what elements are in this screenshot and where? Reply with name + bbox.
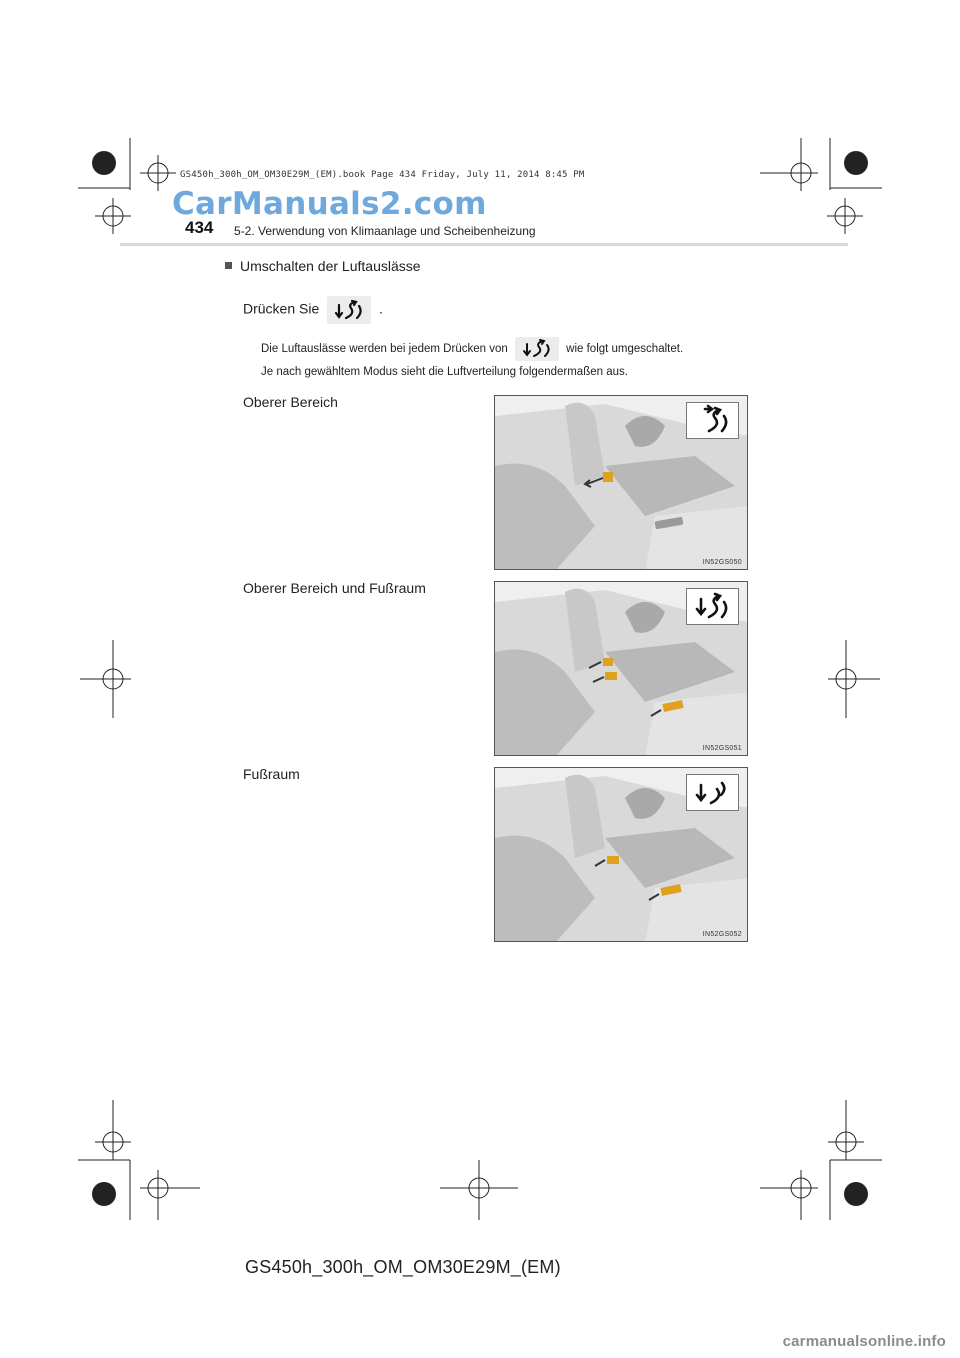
figure-upper-airflow [494, 395, 748, 570]
figure-bilevel-airflow [494, 581, 748, 756]
press-text-after: . [379, 300, 383, 317]
figure-code: IN52GS051 [702, 745, 742, 752]
vent-feet-icon [686, 774, 739, 811]
figure-feet-airflow [494, 767, 748, 942]
mode-label-upper-feet: Oberer Bereich und Fußraum [243, 580, 426, 596]
press-instruction [243, 296, 383, 324]
page-number: 434 [185, 218, 214, 237]
mode-label-upper: Oberer Bereich [243, 394, 338, 410]
note-cycle-after: wie folgt umgeschaltet. [566, 343, 684, 356]
note-distribution: Je nach gewähltem Modus sieht die Luftverteilung folgendermaßen aus. [261, 366, 628, 378]
vent-bilevel-icon [686, 588, 739, 625]
section-heading-text: Umschalten der Luftauslässe [240, 258, 421, 274]
airflow-mode-button-icon-inline [515, 337, 559, 361]
figure-code: IN52GS050 [702, 559, 742, 566]
book-file-line: GS450h_300h_OM_OM30E29M_(EM).book Page 434 Friday, July 11, 2014 8:45 PM [180, 170, 585, 180]
section-heading [225, 258, 421, 274]
mode-label-feet: Fußraum [243, 766, 300, 782]
square-bullet-icon [225, 262, 232, 269]
footer-document-code: GS450h_300h_OM_OM30E29M_(EM) [245, 1257, 561, 1277]
watermark-logo: CarManuals2.com [172, 186, 487, 222]
header-divider [120, 243, 848, 246]
chapter-title: 5-2. Verwendung von Klimaanlage und Scheibenheizung [234, 224, 536, 238]
figure-code: IN52GS052 [702, 931, 742, 938]
footer-site-watermark: carmanualsonline.info [782, 1333, 946, 1350]
vent-face-icon [686, 402, 739, 439]
note-cycle-before: Die Luftauslässe werden bei jedem Drücken von [261, 343, 508, 356]
airflow-mode-button-icon [327, 296, 371, 324]
press-text-before: Drücken Sie [243, 300, 320, 317]
note-cycle [261, 337, 683, 361]
